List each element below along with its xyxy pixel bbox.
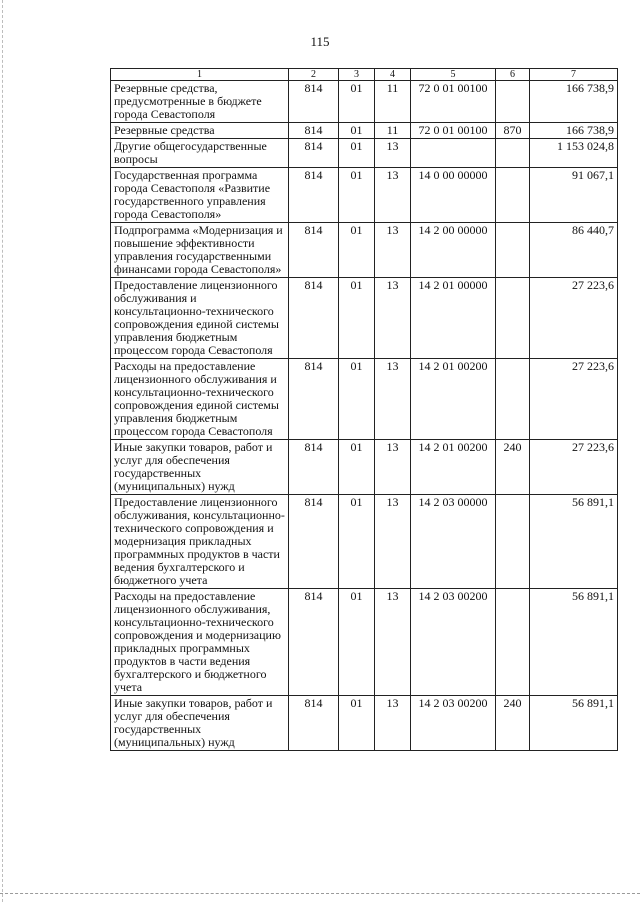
ministry-code: 814 [289, 696, 339, 751]
subsection-code: 13 [375, 139, 411, 168]
expense-type-code: 870 [496, 123, 530, 139]
subsection-code: 11 [375, 81, 411, 123]
table-row [111, 81, 618, 123]
ministry-code: 814 [289, 168, 339, 223]
amount: 56 891,1 [530, 495, 618, 589]
ministry-code: 814 [289, 440, 339, 495]
table-header-row [111, 69, 618, 81]
row-name: Другие общегосударственные вопросы [111, 139, 289, 168]
subsection-code: 11 [375, 123, 411, 139]
table-row [111, 696, 618, 751]
section-code: 01 [339, 81, 375, 123]
amount: 27 223,6 [530, 359, 618, 440]
subsection-code: 13 [375, 223, 411, 278]
amount: 1 153 024,8 [530, 139, 618, 168]
ministry-code: 814 [289, 139, 339, 168]
section-code: 01 [339, 589, 375, 696]
header-cell-5: 5 [411, 69, 496, 81]
table-row [111, 440, 618, 495]
target-article-code: 14 2 03 00200 [411, 696, 496, 751]
expense-type-code: 240 [496, 696, 530, 751]
table-row [111, 589, 618, 696]
amount: 27 223,6 [530, 278, 618, 359]
table-row [111, 168, 618, 223]
row-name: Предоставление лицензионного обслуживания, консультационно-технического сопровождения и модернизация прикладных программных продуктов в части ведения бухгалтерского и бюджетного учета [111, 495, 289, 589]
row-name: Резервные средства, предусмотренные в бюджете города Севастополя [111, 81, 289, 123]
target-article-code: 14 2 00 00000 [411, 223, 496, 278]
target-article-code: 72 0 01 00100 [411, 123, 496, 139]
expense-type-code [496, 81, 530, 123]
section-code: 01 [339, 440, 375, 495]
table-row [111, 495, 618, 589]
target-article-code: 14 2 01 00200 [411, 440, 496, 495]
header-cell-4: 4 [375, 69, 411, 81]
section-code: 01 [339, 223, 375, 278]
table-row [111, 359, 618, 440]
ministry-code: 814 [289, 123, 339, 139]
target-article-code: 14 2 01 00200 [411, 359, 496, 440]
ministry-code: 814 [289, 223, 339, 278]
ministry-code: 814 [289, 81, 339, 123]
subsection-code: 13 [375, 495, 411, 589]
target-article-code [411, 139, 496, 168]
row-name: Иные закупки товаров, работ и услуг для обеспечения государственных (муниципальных) нужд [111, 696, 289, 751]
expense-type-code: 240 [496, 440, 530, 495]
row-name: Резервные средства [111, 123, 289, 139]
ministry-code: 814 [289, 589, 339, 696]
section-code: 01 [339, 168, 375, 223]
subsection-code: 13 [375, 278, 411, 359]
row-name: Подпрограмма «Модернизация и повышение эффективности управления государственными финансами города Севастополя» [111, 223, 289, 278]
section-code: 01 [339, 139, 375, 168]
ministry-code: 814 [289, 495, 339, 589]
subsection-code: 13 [375, 359, 411, 440]
header-cell-3: 3 [339, 69, 375, 81]
row-name: Предоставление лицензионного обслуживания и консультационно-технического сопровождения единой системы управления бюджетным процессом города Севастополя [111, 278, 289, 359]
table-row [111, 123, 618, 139]
ministry-code: 814 [289, 359, 339, 440]
expense-type-code [496, 168, 530, 223]
subsection-code: 13 [375, 168, 411, 223]
table-row [111, 223, 618, 278]
amount: 166 738,9 [530, 81, 618, 123]
amount: 56 891,1 [530, 696, 618, 751]
row-name: Государственная программа города Севастополя «Развитие государственного управления города Севастополя» [111, 168, 289, 223]
header-cell-6: 6 [496, 69, 530, 81]
target-article-code: 14 0 00 00000 [411, 168, 496, 223]
row-name: Расходы на предоставление лицензионного обслуживания и консультационно-технического сопровождения единой системы управления бюджетным процессом города Севастополя [111, 359, 289, 440]
subsection-code: 13 [375, 440, 411, 495]
section-code: 01 [339, 696, 375, 751]
page-number: 115 [310, 34, 330, 49]
expense-type-code [496, 589, 530, 696]
row-name: Расходы на предоставление лицензионного обслуживания, консультационно-технического сопровождения и модернизацию прикладных программных продуктов в части ведения бухгалтерского и бюджетного учета [111, 589, 289, 696]
ministry-code: 814 [289, 278, 339, 359]
target-article-code: 14 2 03 00000 [411, 495, 496, 589]
expense-type-code [496, 495, 530, 589]
section-code: 01 [339, 278, 375, 359]
section-code: 01 [339, 123, 375, 139]
section-code: 01 [339, 359, 375, 440]
amount: 166 738,9 [530, 123, 618, 139]
expense-type-code [496, 223, 530, 278]
header-cell-1: 1 [111, 69, 289, 81]
expense-type-code [496, 359, 530, 440]
section-code: 01 [339, 495, 375, 589]
page-edge-left [2, 0, 3, 902]
amount: 86 440,7 [530, 223, 618, 278]
table-row [111, 139, 618, 168]
expense-type-code [496, 139, 530, 168]
subsection-code: 13 [375, 696, 411, 751]
amount: 56 891,1 [530, 589, 618, 696]
target-article-code: 72 0 01 00100 [411, 81, 496, 123]
target-article-code: 14 2 03 00200 [411, 589, 496, 696]
amount: 27 223,6 [530, 440, 618, 495]
page-edge-bottom [0, 893, 640, 894]
table-row [111, 278, 618, 359]
amount: 91 067,1 [530, 168, 618, 223]
target-article-code: 14 2 01 00000 [411, 278, 496, 359]
subsection-code: 13 [375, 589, 411, 696]
header-cell-7: 7 [530, 69, 618, 81]
budget-table [110, 68, 618, 751]
header-cell-2: 2 [289, 69, 339, 81]
row-name: Иные закупки товаров, работ и услуг для обеспечения государственных (муниципальных) нужд [111, 440, 289, 495]
expense-type-code [496, 278, 530, 359]
